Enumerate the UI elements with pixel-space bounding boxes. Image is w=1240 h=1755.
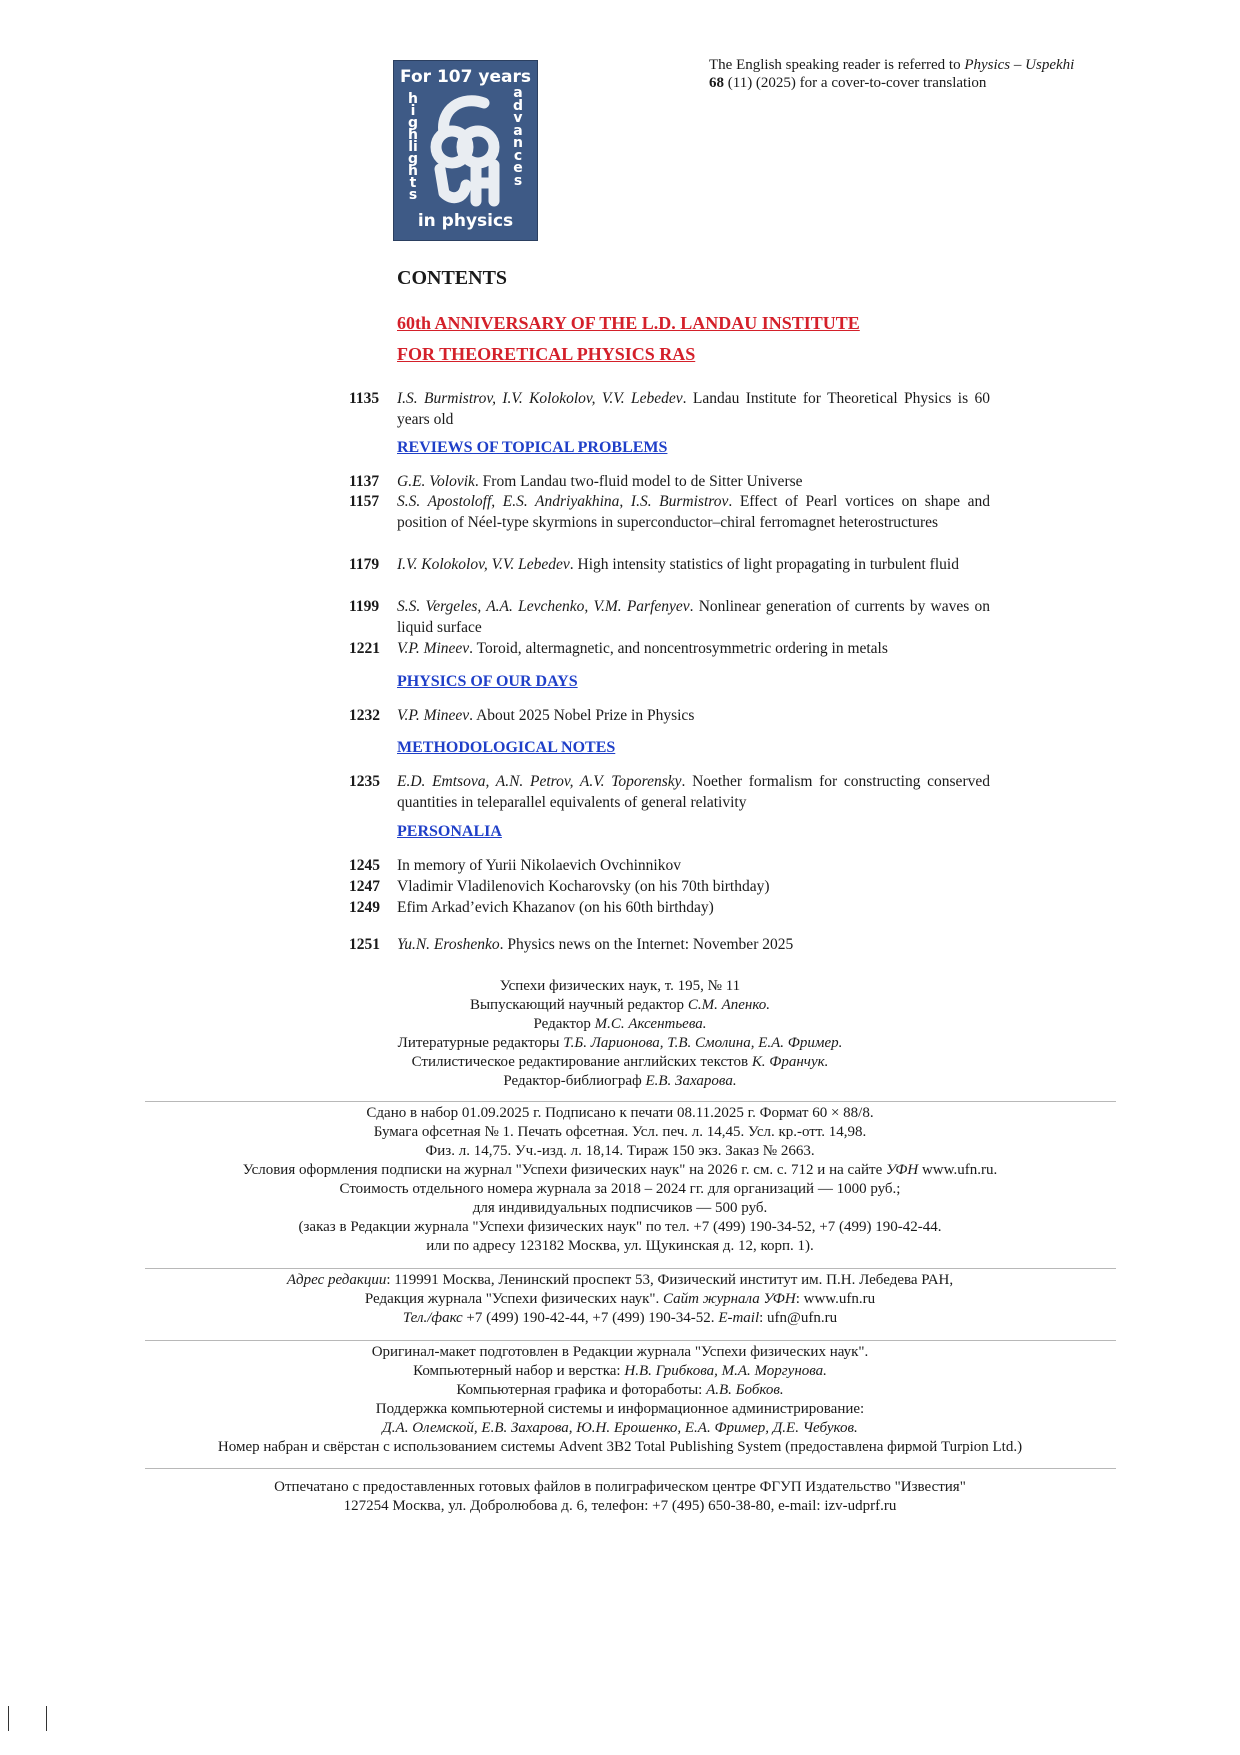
reference-journal-name: Physics – Uspekhi bbox=[964, 57, 1075, 73]
entry-page-number: 1179 bbox=[349, 556, 380, 573]
section-reviews[interactable]: REVIEWS OF TOPICAL PROBLEMS bbox=[397, 439, 668, 456]
address-line: Редакция журнала "Успехи физических наук". Сайт журнала УФН: www.ufn.ru bbox=[364, 1291, 876, 1307]
entry-authors: Yu.N. Eroshenko bbox=[397, 936, 500, 953]
divider bbox=[145, 1340, 1116, 1341]
printed-line: 127254 Москва, ул. Добролюбова д. 6, телефон: +7 (495) 650-38-80, e-mail: izv-udprf.ru bbox=[343, 1498, 897, 1514]
entry-page-number: 1135 bbox=[349, 390, 380, 407]
editorial-line: Редактор М.С. Аксентьева. bbox=[533, 1016, 707, 1032]
production-line: Д.А. Олемской, Е.В. Захарова, Ю.Н. Ерошенко, Е.А. Фример, Д.Е. Чебуков. bbox=[382, 1420, 858, 1436]
translation-reference-note bbox=[709, 56, 1149, 92]
entry-title: In memory of Yurii Nikolaevich Ovchinnikov bbox=[397, 857, 681, 874]
toc-entry[interactable] bbox=[349, 389, 990, 430]
editorial-line: Стилистическое редактирование английских текстов К. Франчук. bbox=[411, 1054, 829, 1070]
reference-rest: (11) (2025) for a cover-to-cover translation bbox=[724, 75, 987, 91]
entry-page-number: 1247 bbox=[349, 878, 380, 895]
printing-line: (заказ в Редакции журнала "Успехи физических наук" по тел. +7 (499) 190-34-52, +7 (499) 190-42-44. bbox=[298, 1219, 942, 1235]
reference-volume: 68 bbox=[709, 75, 724, 91]
section-methodological-notes[interactable]: METHODOLOGICAL NOTES bbox=[397, 739, 616, 756]
section-anniversary-line2[interactable]: FOR THEORETICAL PHYSICS RAS bbox=[397, 344, 696, 364]
entry-title: . High intensity statistics of light propagating in turbulent fluid bbox=[569, 556, 959, 573]
reference-line-1 bbox=[709, 56, 1149, 74]
entry-authors: S.S. Vergeles, A.A. Levchenko, V.M. Parfenyev bbox=[397, 598, 690, 615]
divider bbox=[145, 1468, 1116, 1469]
printing-info-block bbox=[0, 1104, 1240, 1256]
entry-title: . Nonlinear generation of currents by waves on liquid surface bbox=[397, 598, 990, 636]
production-line: Номер набран и свёрстан с использованием системы Advent 3B2 Total Publishing System (предоставлена фирмой Turpion Ltd.) bbox=[217, 1439, 1023, 1455]
address-line: Тел./факс +7 (499) 190-42-44, +7 (499) 190-34-52. E-mail: ufn@ufn.ru bbox=[402, 1310, 838, 1326]
crop-mark bbox=[8, 1706, 9, 1731]
printing-line: для индивидуальных подписчиков — 500 руб. bbox=[472, 1200, 768, 1216]
entry-authors: V.P. Mineev bbox=[397, 707, 470, 724]
entry-title: . Toroid, altermagnetic, and noncentrosymmetric ordering in metals bbox=[469, 640, 888, 657]
logo-top-text: For 107 years bbox=[400, 67, 531, 87]
editorial-line: Редактор-библиограф Е.В. Захарова. bbox=[503, 1073, 737, 1089]
entry-authors: I.V. Kolokolov, V.V. Lebedev bbox=[397, 556, 570, 573]
entry-title: . Noether formalism for constructing conserved quantities in teleparallel equivalents of general relativity bbox=[397, 773, 990, 811]
entry-page-number: 1235 bbox=[349, 773, 380, 790]
entry-title: . Landau Institute for Theoretical Physics is 60 years old bbox=[397, 390, 990, 428]
editorial-line: Успехи физических наук, т. 195, № 11 bbox=[499, 978, 741, 994]
entry-authors: I.S. Burmistrov, I.V. Kolokolov, V.V. Lebedev bbox=[397, 390, 683, 407]
printing-line: Бумага офсетная № 1. Печать офсетная. Усл. печ. л. 14,45. Усл. кр.-отт. 14,98. bbox=[373, 1124, 867, 1140]
entry-authors: V.P. Mineev bbox=[397, 640, 470, 657]
entry-page-number: 1157 bbox=[349, 493, 380, 510]
printing-line: Стоимость отдельного номера журнала за 2018 – 2024 гг. для организаций — 1000 руб.; bbox=[339, 1181, 901, 1197]
production-line: Компьютерный набор и верстка: Н.В. Грибкова, М.А. Моргунова. bbox=[413, 1363, 827, 1379]
toc-entry[interactable] bbox=[349, 555, 990, 576]
toc-entry[interactable] bbox=[349, 856, 990, 877]
entry-page-number: 1232 bbox=[349, 707, 380, 724]
reference-prefix: The English speaking reader is referred to bbox=[709, 57, 965, 73]
journal-logo bbox=[393, 60, 538, 241]
toc-entry[interactable] bbox=[349, 772, 990, 813]
address-line: Адрес редакции: 119991 Москва, Ленинский проспект 53, Физический институт им. П.Н. Лебедева РАН, bbox=[286, 1272, 954, 1288]
printing-line: Условия оформления подписки на журнал "Успехи физических наук" на 2026 г. см. с. 712 и на сайте УФН www.ufn.ru. bbox=[242, 1162, 998, 1178]
divider bbox=[145, 1268, 1116, 1269]
toc-entry[interactable] bbox=[349, 639, 990, 660]
entry-authors: S.S. Apostoloff, E.S. Andriyakhina, I.S. Burmistrov bbox=[397, 493, 729, 510]
reference-line-2 bbox=[709, 74, 1149, 92]
entry-page-number: 1199 bbox=[349, 598, 380, 615]
section-physics-of-our-days[interactable]: PHYSICS OF OUR DAYS bbox=[397, 673, 578, 690]
production-line: Компьютерная графика и фотоработы: А.В. Бобков. bbox=[456, 1382, 784, 1398]
entry-page-number: 1245 bbox=[349, 857, 380, 874]
entry-title: . Effect of Pearl vortices on shape and position of Néel-type skyrmions in superconductor–chiral ferromagnet heterostructures bbox=[397, 493, 990, 531]
toc-entry[interactable] bbox=[349, 935, 990, 956]
divider bbox=[145, 1101, 1116, 1102]
toc-entry[interactable] bbox=[349, 492, 990, 533]
toc-entry[interactable] bbox=[349, 472, 990, 493]
printing-line: Сдано в набор 01.09.2025 г. Подписано к печати 08.11.2025 г. Формат 60 × 88/8. bbox=[366, 1105, 874, 1121]
entry-title: . About 2025 Nobel Prize in Physics bbox=[469, 707, 695, 724]
entry-page-number: 1137 bbox=[349, 473, 380, 490]
logo-left-vertical-text: highlights bbox=[407, 91, 419, 203]
entry-page-number: 1251 bbox=[349, 936, 380, 953]
printed-by-block bbox=[0, 1478, 1240, 1516]
address-block bbox=[0, 1271, 1240, 1328]
printed-line: Отпечатано с предоставленных готовых файлов в полиграфическом центре ФГУП Издательство "Известия" bbox=[274, 1479, 966, 1495]
toc-entry[interactable] bbox=[349, 877, 990, 898]
editorial-line: Выпускающий научный редактор С.М. Апенко. bbox=[469, 997, 771, 1013]
section-personalia[interactable]: PERSONALIA bbox=[397, 823, 502, 840]
toc-entry[interactable] bbox=[349, 706, 990, 727]
entry-authors: E.D. Emtsova, A.N. Petrov, A.V. Toporensky bbox=[397, 773, 682, 790]
editorial-line: Литературные редакторы Т.Б. Ларионова, Т.В. Смолина, Е.А. Фример. bbox=[397, 1035, 843, 1051]
entry-title: Efim Arkad’evich Khazanov (on his 60th birthday) bbox=[397, 899, 714, 916]
printing-line: или по адресу 123182 Москва, ул. Щукинская д. 12, корп. 1). bbox=[426, 1238, 814, 1254]
toc-entry[interactable] bbox=[349, 597, 990, 638]
entry-title: . Physics news on the Internet: November 2025 bbox=[499, 936, 794, 953]
printing-line: Физ. л. 14,75. Уч.-изд. л. 18,14. Тираж 150 экз. Заказ № 2663. bbox=[425, 1143, 815, 1159]
production-block bbox=[0, 1343, 1240, 1457]
production-line: Поддержка компьютерной системы и информационное администрирование: bbox=[375, 1401, 865, 1417]
entry-authors: G.E. Volovik bbox=[397, 473, 475, 490]
section-anniversary-line1[interactable]: 60th ANNIVERSARY OF THE L.D. LANDAU INSTITUTE bbox=[397, 313, 860, 333]
contents-heading: CONTENTS bbox=[397, 267, 508, 289]
crop-mark bbox=[46, 1706, 47, 1731]
toc-entry[interactable] bbox=[349, 898, 990, 919]
editorial-staff-block bbox=[0, 977, 1240, 1091]
entry-title: . From Landau two-fluid model to de Sitter Universe bbox=[474, 473, 803, 490]
production-line: Оригинал-макет подготовлен в Редакции журнала "Успехи физических наук". bbox=[371, 1344, 869, 1360]
logo-bottom-text: in physics bbox=[417, 211, 514, 231]
logo-right-vertical-text: advances bbox=[512, 85, 524, 189]
entry-page-number: 1221 bbox=[349, 640, 380, 657]
entry-page-number: 1249 bbox=[349, 899, 380, 916]
entry-title: Vladimir Vladilenovich Kocharovsky (on his 70th birthday) bbox=[397, 878, 770, 895]
ufn-emblem-icon bbox=[422, 89, 510, 207]
